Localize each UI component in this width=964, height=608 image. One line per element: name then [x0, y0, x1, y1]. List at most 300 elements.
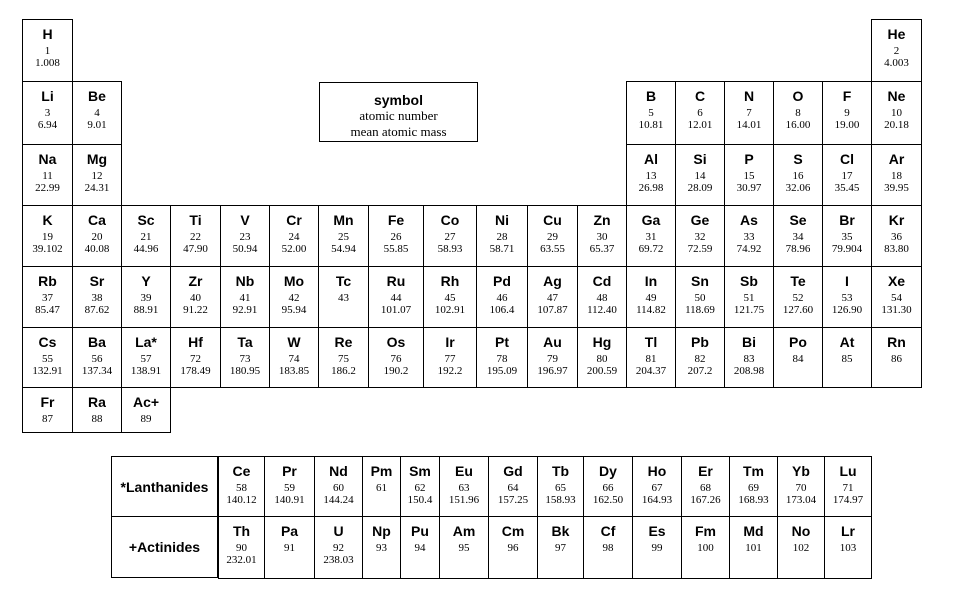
element-np: [362, 516, 401, 579]
element-po: [773, 327, 823, 388]
element-symbol: Ge: [690, 212, 710, 228]
element-pb: [675, 327, 725, 388]
element-symbol: Cr: [286, 212, 302, 228]
element-si: [675, 144, 725, 206]
atomic-mass: 6.94: [37, 119, 58, 131]
atomic-mass: 167.26: [690, 494, 721, 506]
element-mn: [318, 205, 369, 267]
element-as: [724, 205, 774, 267]
element-h: [22, 19, 73, 82]
atomic-number: 102: [792, 542, 810, 554]
element-kr: [871, 205, 922, 267]
element-au: [527, 327, 578, 388]
element-symbol: Ne: [887, 88, 906, 104]
atomic-mass: 118.69: [685, 304, 715, 316]
atomic-mass: 95.94: [281, 304, 307, 316]
element-ge: [675, 205, 725, 267]
atomic-number: 25: [338, 231, 349, 243]
element-symbol: Ce: [232, 463, 251, 479]
element-symbol: Na: [38, 151, 57, 167]
element-es: [632, 516, 682, 579]
atomic-mass: 20.18: [884, 119, 909, 131]
atomic-mass: 164.93: [641, 494, 673, 506]
element-symbol: V: [240, 212, 250, 228]
atomic-mass: 83.80: [884, 243, 909, 255]
atomic-mass: 192.2: [437, 365, 463, 377]
element-symbol: Ag: [543, 273, 562, 289]
element-symbol: Sc: [137, 212, 155, 228]
element-symbol: Cd: [592, 273, 612, 289]
element-symbol: Y: [141, 273, 151, 289]
element-symbol: Si: [693, 151, 707, 167]
atomic-mass: 50.94: [232, 243, 258, 255]
element-ne: [871, 81, 922, 145]
atomic-mass: 162.50: [592, 494, 624, 506]
element-u: [314, 516, 363, 579]
element-symbol: Tl: [644, 334, 658, 350]
element-symbol: O: [792, 88, 804, 104]
atomic-mass: 158.93: [545, 494, 576, 506]
atomic-number: 33: [743, 231, 755, 243]
element-symbol: Po: [789, 334, 807, 350]
atomic-mass: 150.4: [407, 494, 433, 506]
atomic-number: 85: [841, 353, 853, 365]
atomic-number: 45: [444, 292, 456, 304]
atomic-number: 44: [390, 292, 402, 304]
element-bi: [724, 327, 774, 388]
atomic-mass: 144.24: [323, 494, 354, 506]
element-symbol: Mo: [283, 273, 305, 289]
atomic-number: 66: [602, 482, 614, 494]
element-cl: [822, 144, 872, 206]
element-dy: [583, 456, 633, 517]
element-symbol: Ti: [189, 212, 202, 228]
element-ca: [72, 205, 122, 267]
element-pd: [476, 266, 528, 328]
atomic-number: 29: [547, 231, 558, 243]
atomic-mass: 78.96: [785, 243, 811, 255]
element-symbol: Tc: [335, 273, 352, 289]
element-sb: [724, 266, 774, 328]
atomic-number: 84: [792, 353, 804, 365]
element-s: [773, 144, 823, 206]
element-symbol: Es: [648, 523, 666, 539]
atomic-mass: 32.06: [785, 182, 811, 194]
atomic-number: 41: [239, 292, 251, 304]
atomic-number: 83: [743, 353, 755, 365]
atomic-mass: 112.40: [587, 304, 617, 316]
element-symbol: Tm: [743, 463, 764, 479]
atomic-number: 64: [507, 482, 519, 494]
atomic-number: 17: [841, 170, 853, 182]
element-ta: [220, 327, 270, 388]
element-symbol: Be: [88, 88, 106, 104]
atomic-mass: 24.31: [84, 182, 110, 194]
element-symbol: Cu: [543, 212, 562, 228]
atomic-mass: 30.97: [736, 182, 762, 194]
element-symbol: Zr: [188, 273, 203, 289]
lanthanides-label: *Lanthanides: [111, 456, 218, 517]
element-be: [72, 81, 122, 145]
element-o: [773, 81, 823, 145]
element-symbol: Kr: [888, 212, 905, 228]
atomic-mass: 55.85: [383, 243, 409, 255]
element-nb: [220, 266, 270, 328]
legend-key: [319, 82, 478, 142]
atomic-mass: 183.85: [278, 365, 310, 377]
element-symbol: Pm: [370, 463, 393, 479]
element-symbol: Ca: [88, 212, 106, 228]
element-symbol: Ni: [495, 212, 509, 228]
atomic-number: 76: [390, 353, 402, 365]
element-sn: [675, 266, 725, 328]
element-symbol: Eu: [455, 463, 473, 479]
atomic-mass: 40.08: [84, 243, 110, 255]
element-hg: [577, 327, 627, 388]
element-w: [269, 327, 319, 388]
atomic-number: 61: [376, 482, 387, 494]
element-symbol: Ba: [88, 334, 106, 350]
element-symbol: W: [287, 334, 301, 350]
element-na: [22, 144, 73, 206]
element-symbol: Sn: [691, 273, 709, 289]
legend-atomic-mass: mean atomic mass: [350, 124, 447, 139]
atomic-number: 2: [893, 45, 900, 57]
element-nd: [314, 456, 363, 517]
element-se: [773, 205, 823, 267]
atomic-mass: 69.72: [638, 243, 664, 255]
element-cs: [22, 327, 73, 388]
element-symbol: H: [42, 26, 53, 42]
element-symbol: Li: [41, 88, 54, 104]
element-symbol: Mn: [333, 212, 354, 228]
element-pr: [264, 456, 315, 517]
element-symbol: Dy: [599, 463, 617, 479]
atomic-number: 47: [547, 292, 558, 304]
atomic-number: 15: [743, 170, 755, 182]
element-th: [218, 516, 265, 579]
atomic-mass: 195.09: [486, 365, 518, 377]
atomic-number: 4: [94, 107, 100, 119]
atomic-number: 39: [140, 292, 152, 304]
atomic-number: 57: [140, 353, 152, 365]
atomic-number: 11: [42, 170, 53, 182]
atomic-number: 65: [555, 482, 566, 494]
atomic-mass: 10.81: [638, 119, 664, 131]
atomic-number: 23: [239, 231, 251, 243]
element-symbol: Cf: [600, 523, 616, 539]
element-symbol: Ta: [237, 334, 253, 350]
element-symbol: Lu: [839, 463, 857, 479]
atomic-mass: 19.00: [834, 119, 860, 131]
element-symbol: Os: [386, 334, 406, 350]
atomic-number: 12: [91, 170, 103, 182]
element-symbol: Sb: [740, 273, 758, 289]
element-xe: [871, 266, 922, 328]
atomic-mass: 173.04: [785, 494, 817, 506]
atomic-number: 28: [496, 231, 508, 243]
atomic-mass: 126.90: [831, 304, 863, 316]
element-ba: [72, 327, 122, 388]
element-fr: [22, 387, 73, 433]
atomic-number: 32: [694, 231, 706, 243]
atomic-number: 10: [891, 107, 902, 119]
atomic-number: 97: [555, 542, 566, 554]
atomic-number: 52: [792, 292, 804, 304]
atomic-mass: 16.00: [785, 119, 811, 131]
element-pm: [362, 456, 401, 517]
element-p: [724, 144, 774, 206]
atomic-number: 86: [891, 353, 902, 365]
atomic-number: 94: [414, 542, 426, 554]
element-symbol: Al: [644, 151, 658, 167]
element-yb: [777, 456, 825, 517]
atomic-number: 7: [746, 107, 752, 119]
atomic-mass: 58.93: [437, 243, 463, 255]
element-c: [675, 81, 725, 145]
atomic-number: 103: [839, 542, 857, 554]
atomic-mass: 174.97: [832, 494, 864, 506]
element-symbol: Te: [790, 273, 806, 289]
atomic-number: 38: [91, 292, 103, 304]
element-symbol: N: [743, 88, 755, 104]
atomic-mass: 92.91: [232, 304, 258, 316]
atomic-number: 37: [42, 292, 53, 304]
atomic-number: 90: [236, 542, 247, 554]
atomic-number: 27: [444, 231, 456, 243]
atomic-number: 56: [91, 353, 103, 365]
atomic-mass: 157.25: [497, 494, 529, 506]
atomic-mass: 52.00: [281, 243, 307, 255]
legend-symbol: symbol: [373, 92, 423, 108]
atomic-number: 62: [414, 482, 426, 494]
atomic-number: 14: [694, 170, 706, 182]
atomic-mass: 137.34: [81, 365, 113, 377]
element-symbol: Sm: [409, 463, 431, 479]
element-symbol: P: [744, 151, 754, 167]
atomic-number: 50: [694, 292, 706, 304]
atomic-number: 88: [91, 413, 103, 425]
element-symbol: Se: [789, 212, 807, 228]
atomic-number: 42: [288, 292, 300, 304]
atomic-mass: 151.96: [448, 494, 480, 506]
element-pa: [264, 516, 315, 579]
element-symbol: Md: [743, 523, 764, 539]
element-er: [681, 456, 730, 517]
element-symbol: Nd: [329, 463, 348, 479]
element-symbol: Ho: [647, 463, 667, 479]
element-symbol: Hg: [592, 334, 612, 350]
element-symbol: Yb: [792, 463, 810, 479]
atomic-number: 40: [190, 292, 201, 304]
element-symbol: La*: [135, 334, 157, 350]
atomic-mass: 180.95: [229, 365, 261, 377]
atomic-mass: 85.47: [35, 304, 60, 316]
atomic-number: 89: [140, 413, 152, 425]
element-symbol: B: [645, 88, 657, 104]
atomic-mass: 9.01: [87, 119, 107, 131]
element-ga: [626, 205, 676, 267]
element-am: [439, 516, 489, 579]
element-symbol: Ir: [445, 334, 455, 350]
element-symbol: Fr: [40, 394, 55, 410]
element-ho: [632, 456, 682, 517]
atomic-number: 81: [645, 353, 657, 365]
element-lr: [824, 516, 872, 579]
atomic-mass: 4.003: [884, 57, 909, 69]
element-lu: [824, 456, 872, 517]
element-la: [121, 327, 171, 388]
atomic-mass: 28.09: [687, 182, 713, 194]
element-symbol: Gd: [503, 463, 523, 479]
atomic-mass: 168.93: [738, 494, 769, 506]
atomic-mass: 39.102: [32, 243, 63, 255]
element-tb: [537, 456, 584, 517]
atomic-number: 101: [745, 542, 762, 554]
element-ar: [871, 144, 922, 206]
element-rb: [22, 266, 73, 328]
element-symbol: Er: [698, 463, 713, 479]
element-symbol: Cs: [38, 334, 57, 350]
atomic-mass: 22.99: [35, 182, 60, 194]
actinides-label: +Actinides: [111, 516, 218, 578]
atomic-number: 16: [792, 170, 804, 182]
element-tc: [318, 266, 369, 328]
element-symbol: K: [42, 212, 53, 228]
atomic-number: 53: [841, 292, 853, 304]
atomic-number: 26: [390, 231, 402, 243]
element-symbol: Au: [543, 334, 562, 350]
atomic-mass: 106.4: [489, 304, 515, 316]
element-cm: [488, 516, 538, 579]
atomic-mass: 63.55: [540, 243, 565, 255]
atomic-mass: 79.904: [831, 243, 863, 255]
atomic-number: 80: [596, 353, 608, 365]
element-symbol: Re: [334, 334, 353, 350]
element-pu: [400, 516, 440, 579]
element-cd: [577, 266, 627, 328]
atomic-mass: 12.01: [687, 119, 713, 131]
atomic-number: 87: [42, 413, 53, 425]
atomic-number: 21: [140, 231, 152, 243]
atomic-number: 99: [651, 542, 663, 554]
element-ce: [218, 456, 265, 517]
element-os: [368, 327, 424, 388]
element-in: [626, 266, 676, 328]
element-symbol: Rh: [440, 273, 460, 289]
atomic-number: 49: [645, 292, 657, 304]
element-symbol: Ga: [641, 212, 661, 228]
element-symbol: Am: [452, 523, 476, 539]
atomic-mass: 140.91: [274, 494, 305, 506]
element-eu: [439, 456, 489, 517]
atomic-mass: 88.91: [133, 304, 159, 316]
atomic-mass: 58.71: [489, 243, 515, 255]
atomic-mass: 190.2: [383, 365, 409, 377]
element-co: [423, 205, 477, 267]
atomic-mass: 14.01: [736, 119, 762, 131]
element-rh: [423, 266, 477, 328]
element-he: [871, 19, 922, 82]
atomic-mass: 232.01: [226, 554, 257, 566]
atomic-number: 51: [743, 292, 755, 304]
atomic-mass: 107.87: [537, 304, 568, 316]
element-symbol: Zn: [593, 212, 611, 228]
element-i: [822, 266, 872, 328]
element-ru: [368, 266, 424, 328]
element-symbol: Pb: [691, 334, 709, 350]
atomic-number: 55: [42, 353, 53, 365]
atomic-number: 95: [458, 542, 470, 554]
atomic-number: 82: [694, 353, 706, 365]
element-y: [121, 266, 171, 328]
atomic-number: 74: [288, 353, 300, 365]
atomic-number: 70: [795, 482, 807, 494]
atomic-mass: 121.75: [733, 304, 765, 316]
atomic-mass: 87.62: [84, 304, 110, 316]
element-mo: [269, 266, 319, 328]
element-tl: [626, 327, 676, 388]
element-rn: [871, 327, 922, 388]
element-symbol: Pt: [495, 334, 509, 350]
atomic-number: 98: [602, 542, 614, 554]
atomic-number: 8: [795, 107, 801, 119]
atomic-number: 92: [333, 542, 344, 554]
element-symbol: F: [842, 88, 852, 104]
element-li: [22, 81, 73, 145]
element-ra: [72, 387, 122, 433]
atomic-number: 48: [596, 292, 608, 304]
atomic-mass: 207.2: [687, 365, 713, 377]
atomic-number: 36: [891, 231, 902, 243]
element-no: [777, 516, 825, 579]
element-v: [220, 205, 270, 267]
atomic-mass: 178.49: [180, 365, 211, 377]
atomic-number: 6: [697, 107, 703, 119]
element-ti: [170, 205, 221, 267]
atomic-number: 71: [842, 482, 854, 494]
atomic-mass: 138.91: [130, 365, 162, 377]
atomic-number: 78: [496, 353, 508, 365]
element-n: [724, 81, 774, 145]
element-symbol: Sr: [89, 273, 105, 289]
atomic-mass: 1.008: [35, 57, 60, 69]
atomic-number: 46: [496, 292, 508, 304]
element-symbol: Ac+: [132, 394, 160, 410]
atomic-mass: 74.92: [736, 243, 762, 255]
atomic-mass: 39.95: [884, 182, 909, 194]
atomic-mass: 196.97: [537, 365, 568, 377]
element-symbol: No: [791, 523, 811, 539]
element-symbol: Tb: [551, 463, 570, 479]
element-symbol: Nb: [235, 273, 255, 289]
element-sr: [72, 266, 122, 328]
atomic-number: 35: [841, 231, 853, 243]
atomic-number: 3: [44, 107, 51, 119]
element-symbol: U: [333, 523, 344, 539]
atomic-number: 59: [284, 482, 295, 494]
element-te: [773, 266, 823, 328]
atomic-number: 93: [376, 542, 387, 554]
element-symbol: I: [845, 273, 849, 289]
element-zn: [577, 205, 627, 267]
element-symbol: Rn: [887, 334, 906, 350]
element-symbol: S: [793, 151, 803, 167]
atomic-mass: 238.03: [323, 554, 354, 566]
element-bk: [537, 516, 584, 579]
element-cu: [527, 205, 578, 267]
atomic-mass: 47.90: [183, 243, 208, 255]
